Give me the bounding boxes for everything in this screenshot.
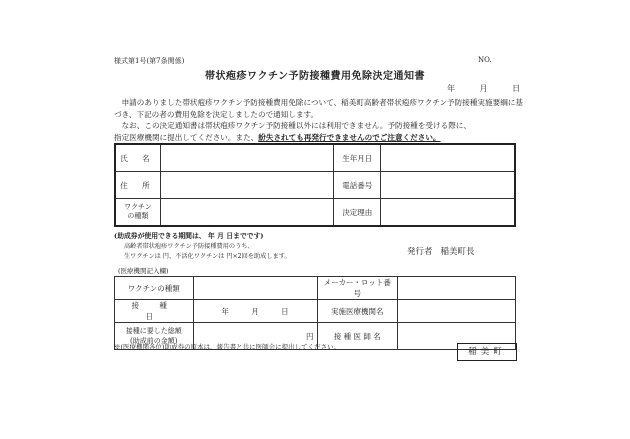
phone-field[interactable]: [381, 172, 515, 199]
document-title: 帯状疱疹ワクチン予防接種費用免除決定通知書: [205, 71, 425, 82]
notice-paragraph-2-cont: [114, 132, 524, 144]
notice-cont-text: 指定医療機関に提出してください。また、: [114, 132, 259, 142]
address-field[interactable]: [160, 172, 334, 199]
vaccination-date-field[interactable]: 年 月 日: [193, 300, 317, 323]
subsidy-note-line2: 生ワクチンは 円、不活化ワクチンは 円×2回を助成します。: [124, 253, 291, 260]
table-row: [115, 277, 516, 300]
vaccine-type-label-line1: ワクチン: [124, 203, 152, 211]
medical-section-heading: (医療機関記入欄): [118, 267, 169, 275]
lot-number-field[interactable]: [397, 277, 515, 300]
medical-vaccine-type-field[interactable]: [193, 277, 317, 300]
address-label: 住 所: [115, 172, 160, 199]
issuer: [407, 245, 475, 257]
serial-number-label: NO.: [478, 56, 492, 64]
table-row: [115, 172, 515, 199]
vaccination-date-label: 接 種 日: [115, 300, 194, 323]
total-cost-field[interactable]: 円: [193, 323, 317, 350]
subsidy-note-line1: 高齢者帯状疱疹ワクチン予防接種費用のうち、: [124, 243, 254, 250]
dob-field[interactable]: [381, 144, 515, 172]
facility-name-field[interactable]: [397, 300, 515, 323]
name-label: 氏 名: [115, 144, 160, 172]
decision-reason-label: 決定理由: [334, 199, 381, 227]
decision-reason-field[interactable]: [381, 199, 515, 227]
vaccine-type-label: [115, 199, 160, 227]
issue-date: 年 月 日: [447, 84, 521, 93]
notice-paragraph-1: 申請のありました帯状疱疹ワクチン予防接種費用免除について、稲美町高齢者帯状疱疹ワクチン予防接種実施要綱に基づき、下記の者の費用免除を決定しましたので通知します。: [114, 98, 523, 119]
name-field[interactable]: [160, 144, 334, 172]
recipient-table: [114, 143, 516, 227]
total-cost-label-line1: 接種に要した総額: [125, 327, 182, 335]
facility-name-label: 実施医療機関名: [317, 300, 397, 323]
subsidy-note: [124, 242, 364, 262]
notice-paragraph-2: なお、この決定通知書は帯状疱疹ワクチン予防接種以外には利用できません。予防接種を受ける際に、: [121, 121, 471, 130]
vaccine-type-field[interactable]: [160, 199, 334, 227]
form-number: 様式第1号(第7条関係): [114, 57, 185, 65]
town-stamp: 稲美町: [457, 343, 517, 361]
medical-table: [114, 276, 516, 350]
vaccine-type-label-line2: の種類: [127, 212, 149, 220]
notice-body: [114, 97, 524, 143]
notice-warning: 紛失されても再発行できませんのでご注意ください。: [258, 132, 441, 142]
issuer-label: 発行者: [407, 247, 433, 257]
medical-vaccine-type-label: ワクチンの種類: [115, 277, 194, 300]
table-row: [115, 199, 515, 227]
footer-note: ※(医療機関各位)助成券の原本は、報告書と共に医師会に提出してください。: [114, 343, 341, 351]
total-cost-label-line2: (助成前の金額): [130, 337, 178, 345]
validity-period: (助成券が使用できる期間は、 年 月 日までです): [114, 232, 264, 240]
table-row: [115, 300, 516, 323]
doctor-name-label: 接 種 医 師 名: [317, 323, 397, 350]
table-row: [115, 144, 515, 172]
phone-label: 電話番号: [334, 172, 381, 199]
issuer-name: 稲美町長: [440, 247, 475, 257]
dob-label: 生年月日: [334, 144, 381, 172]
lot-number-label: メーカー・ロット番号: [317, 277, 397, 300]
